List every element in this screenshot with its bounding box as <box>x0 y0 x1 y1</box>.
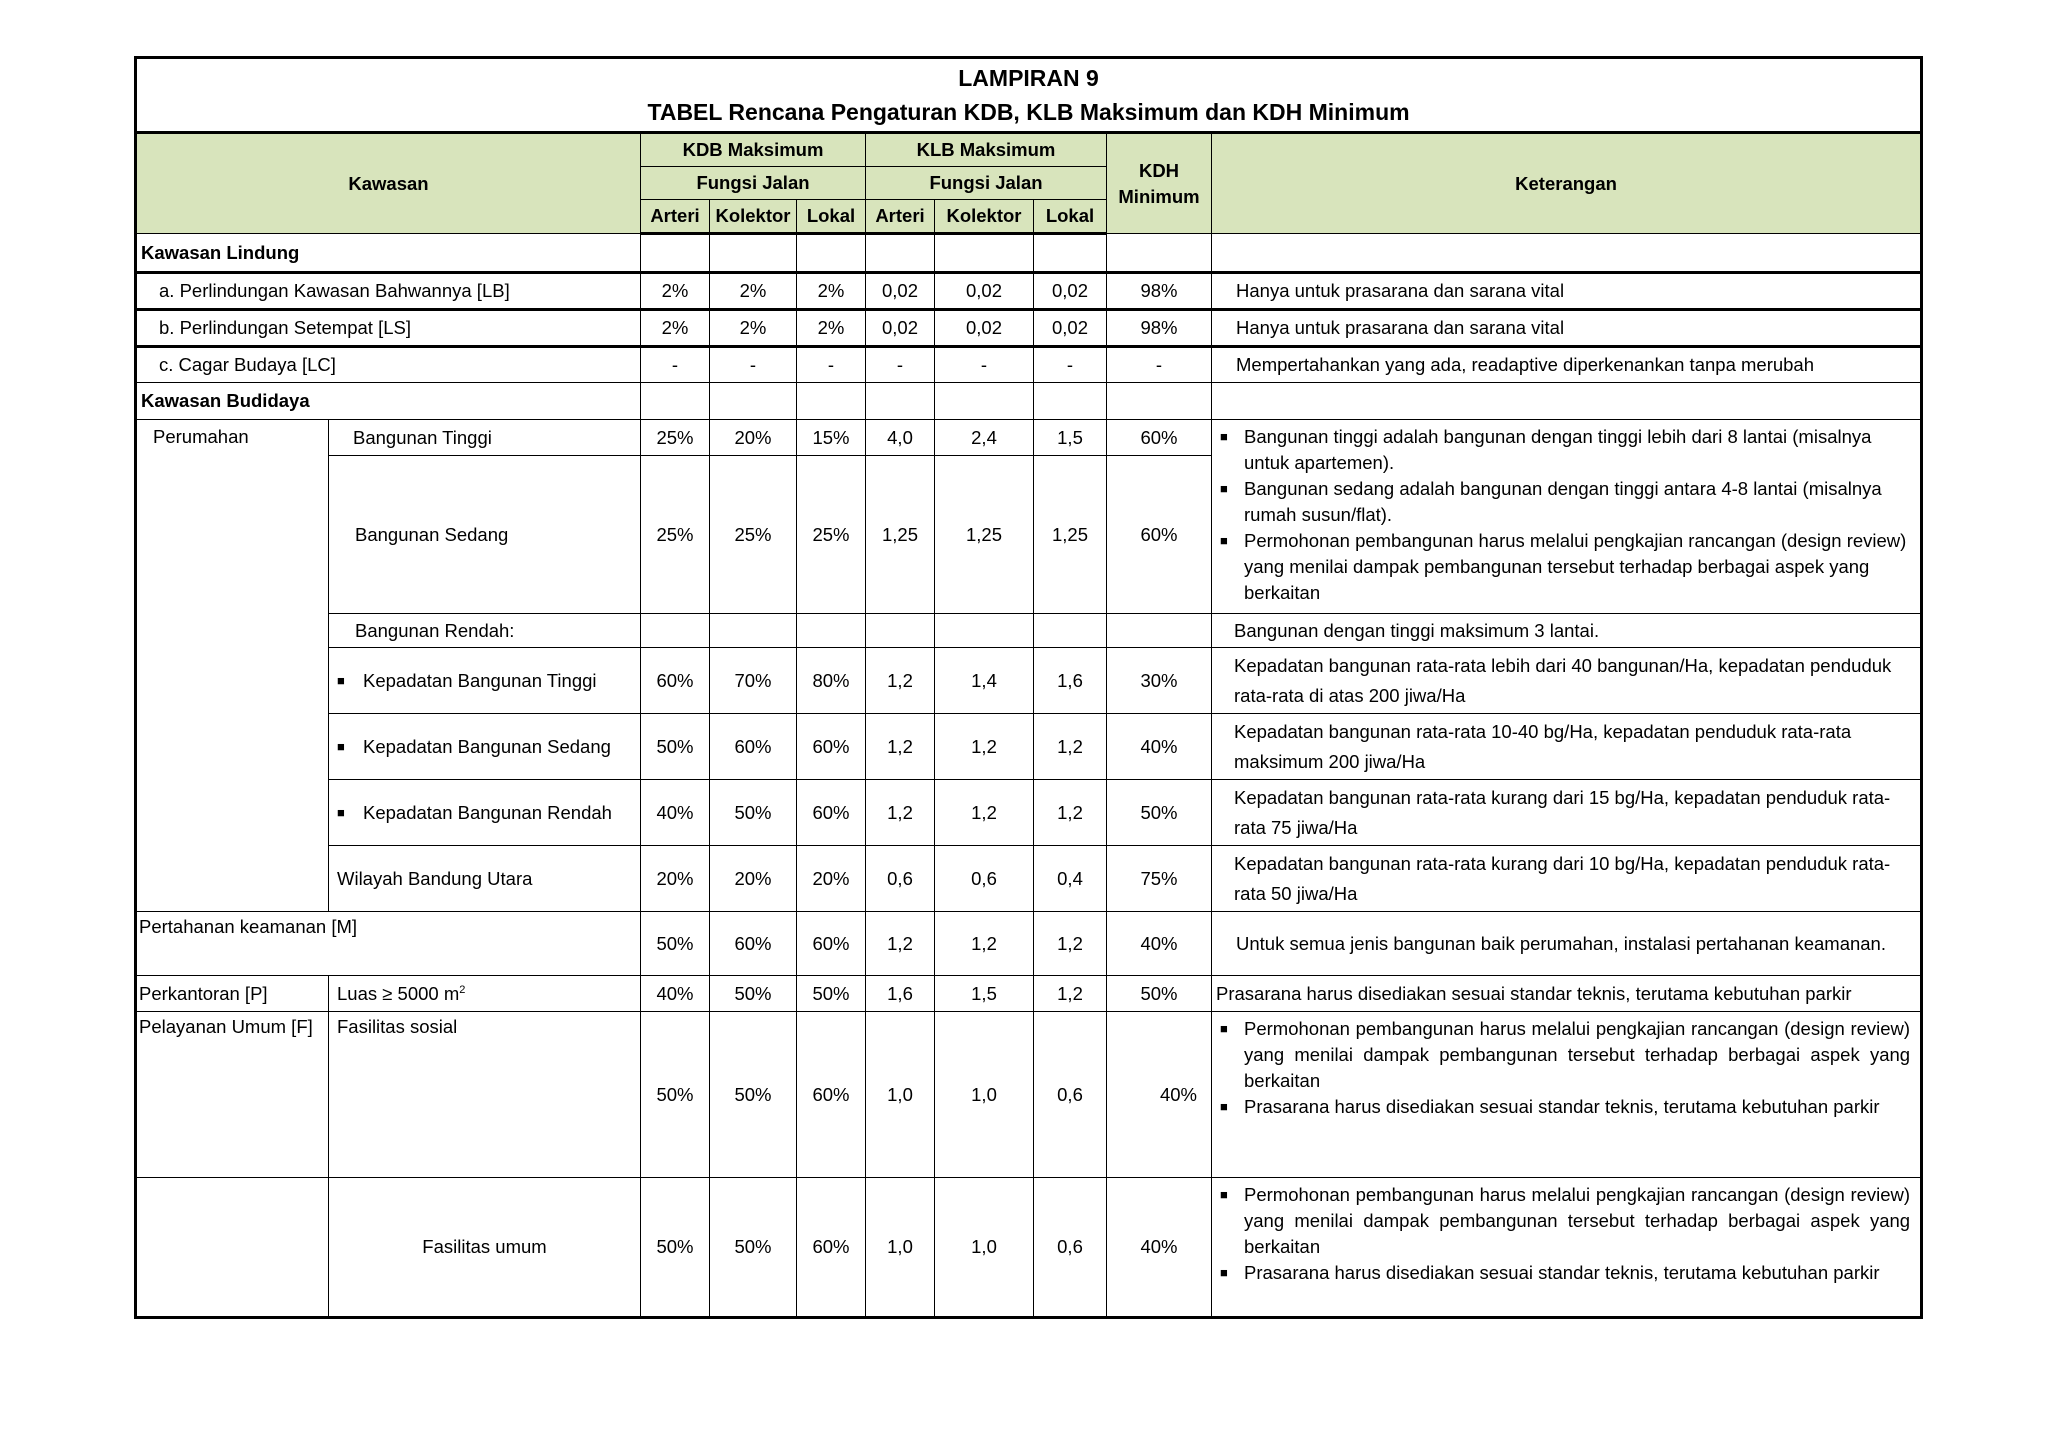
cell: 1,4 <box>935 648 1034 714</box>
cell: 40% <box>1107 714 1212 780</box>
cell: 0,6 <box>1034 1178 1107 1318</box>
cell: 50% <box>710 1178 797 1318</box>
cell: 40% <box>1107 1178 1212 1318</box>
section-row-budidaya <box>136 383 1922 420</box>
list-item: ■ Permohonan pembangunan harus melalui pengkajian rancangan (design review) yang menilai dampak pembangunan tersebut terhadap berbagai aspek yang berkaitan <box>1220 530 1907 603</box>
header-kdb-kolektor: Kolektor <box>710 200 797 234</box>
row-name: Bangunan Rendah: <box>329 614 641 648</box>
cell: - <box>1034 347 1107 383</box>
cell: 2% <box>710 310 797 347</box>
cell: - <box>710 347 797 383</box>
row-name: Bangunan Tinggi <box>329 420 641 456</box>
cell: 1,25 <box>935 456 1034 614</box>
cell: 60% <box>797 714 866 780</box>
list-item: ■ Bangunan sedang adalah bangunan dengan tinggi antara 4-8 lantai (misalnya rumah susun/flat). <box>1220 478 1882 525</box>
cell: 1,2 <box>935 714 1034 780</box>
row-keterangan: Hanya untuk prasarana dan sarana vital <box>1212 273 1922 310</box>
cell: 1,2 <box>1034 714 1107 780</box>
cell: 1,2 <box>1034 912 1107 976</box>
row-keterangan: Kepadatan bangunan rata-rata kurang dari 10 bg/Ha, kepadatan penduduk rata-rata 50 jiwa/Ha <box>1212 846 1922 912</box>
section-label: Kawasan Budidaya <box>136 383 641 420</box>
cell: 1,2 <box>866 780 935 846</box>
row-name: Pelayanan Umum [F] <box>136 1012 329 1178</box>
list-item: ■ Permohonan pembangunan harus melalui pengkajian rancangan (design review) yang menilai dampak pembangunan tersebut terhadap berbagai aspek yang berkaitan <box>1220 1184 1911 1257</box>
cell: 1,25 <box>1034 456 1107 614</box>
title-row <box>136 58 1922 133</box>
bullet-icon: ■ <box>1220 1187 1228 1202</box>
table-row <box>136 614 1922 648</box>
cell: 80% <box>797 648 866 714</box>
cell: 30% <box>1107 648 1212 714</box>
header-klb-arteri: Arteri <box>866 200 935 234</box>
cell: - <box>641 347 710 383</box>
cell: 0,6 <box>1034 1012 1107 1178</box>
header-klb-kolektor: Kolektor <box>935 200 1034 234</box>
table-row <box>136 912 1922 976</box>
cell: 0,4 <box>1034 846 1107 912</box>
header-klb-lokal: Lokal <box>1034 200 1107 234</box>
cell: 50% <box>710 1012 797 1178</box>
header-kdh: KDH Minimum <box>1107 133 1212 234</box>
table-row <box>136 420 1922 456</box>
cell: 50% <box>641 1012 710 1178</box>
cell: 20% <box>710 846 797 912</box>
perumahan-keterangan <box>1212 420 1922 614</box>
row-keterangan: Kepadatan bangunan rata-rata lebih dari 40 bangunan/Ha, kepadatan penduduk rata-rata di atas 200 jiwa/Ha <box>1212 648 1922 714</box>
cell: 0,02 <box>866 310 935 347</box>
section-row-lindung <box>136 234 1922 273</box>
cell: 50% <box>641 912 710 976</box>
row-name: Bangunan Sedang <box>329 456 641 614</box>
cell: 25% <box>641 456 710 614</box>
cell: 60% <box>797 1178 866 1318</box>
cell: 0,02 <box>1034 273 1107 310</box>
cell: 60% <box>1107 420 1212 456</box>
cell: 0,02 <box>935 273 1034 310</box>
bullet-icon: ■ <box>1220 1265 1228 1280</box>
cell: 20% <box>710 420 797 456</box>
bullet-icon: ■ <box>1220 429 1228 444</box>
row-keterangan: Kepadatan bangunan rata-rata kurang dari 15 bg/Ha, kepadatan penduduk rata-rata 75 jiwa/Ha <box>1212 780 1922 846</box>
table-title <box>136 58 1922 133</box>
cell: 98% <box>1107 310 1212 347</box>
bullet-icon: ■ <box>1220 1021 1228 1036</box>
row-keterangan: Bangunan dengan tinggi maksimum 3 lantai. <box>1212 614 1922 648</box>
row-name: c. Cagar Budaya [LC] <box>136 347 641 383</box>
row-name: Wilayah Bandung Utara <box>329 846 641 912</box>
cell: 0,02 <box>866 273 935 310</box>
cell: 25% <box>710 456 797 614</box>
list-item: ■ Bangunan tinggi adalah bangunan dengan tinggi lebih dari 8 lantai (misalnya untuk apartemen). <box>1220 426 1872 473</box>
cell: 60% <box>1107 456 1212 614</box>
header-klb-fungsi-jalan: Fungsi Jalan <box>866 167 1107 200</box>
table-row <box>136 1012 1922 1178</box>
section-label: Kawasan Lindung <box>136 234 641 273</box>
bullet-icon: ■ <box>337 738 345 754</box>
cell: 40% <box>1107 912 1212 976</box>
cell: 98% <box>1107 273 1212 310</box>
cell: - <box>1107 347 1212 383</box>
cell: 20% <box>641 846 710 912</box>
header-keterangan: Keterangan <box>1212 133 1922 234</box>
row-keterangan: Mempertahankan yang ada, readaptive diperkenankan tanpa merubah <box>1212 347 1922 383</box>
table-row <box>136 846 1922 912</box>
cell: 2% <box>641 273 710 310</box>
row-keterangan: Hanya untuk prasarana dan sarana vital <box>1212 310 1922 347</box>
bullet-icon: ■ <box>337 804 345 820</box>
cell: 50% <box>641 1178 710 1318</box>
cell: 50% <box>641 714 710 780</box>
header-kdb-lokal: Lokal <box>797 200 866 234</box>
row-name: ■ Kepadatan Bangunan Tinggi <box>329 648 641 714</box>
cell: 2% <box>797 310 866 347</box>
cell: 0,6 <box>935 846 1034 912</box>
bullet-icon: ■ <box>1220 1099 1228 1114</box>
table-row <box>136 780 1922 846</box>
row-name: b. Perlindungan Setempat [LS] <box>136 310 641 347</box>
cell: 50% <box>1107 780 1212 846</box>
cell: 2% <box>641 310 710 347</box>
cell: 40% <box>641 780 710 846</box>
cell: 1,2 <box>935 912 1034 976</box>
perumahan-label: Perumahan <box>136 420 329 912</box>
cell: 60% <box>797 1012 866 1178</box>
table-row <box>136 1178 1922 1318</box>
row-name: Pertahanan keamanan [M] <box>136 912 641 976</box>
cell: 60% <box>797 912 866 976</box>
cell: 2% <box>710 273 797 310</box>
cell: 70% <box>710 648 797 714</box>
row-keterangan <box>1212 1178 1922 1318</box>
cell: 40% <box>1107 1012 1212 1178</box>
kdb-klb-table <box>134 56 1923 1319</box>
cell: 1,0 <box>866 1012 935 1178</box>
cell: 1,5 <box>935 976 1034 1012</box>
cell: 20% <box>797 846 866 912</box>
row-subname: Luas ≥ 5000 $m^2$ <box>329 976 641 1012</box>
table-row <box>136 976 1922 1012</box>
cell: 50% <box>797 976 866 1012</box>
cell: 0,6 <box>866 846 935 912</box>
empty-cell <box>136 1178 329 1318</box>
row-keterangan: Kepadatan bangunan rata-rata 10-40 bg/Ha, kepadatan penduduk rata-rata maksimum 200 jiwa/Ha <box>1212 714 1922 780</box>
cell: 15% <box>797 420 866 456</box>
cell: 1,0 <box>935 1012 1034 1178</box>
cell: 4,0 <box>866 420 935 456</box>
greater-equal-icon: ≥ <box>382 982 393 1004</box>
cell: 60% <box>710 912 797 976</box>
cell: - <box>797 347 866 383</box>
title-line-2: TABEL Rencana Pengaturan KDB, KLB Maksimum dan KDH Minimum <box>647 99 1410 125</box>
cell: 1,2 <box>866 714 935 780</box>
list-item: ■ Prasarana harus disediakan sesuai standar teknis, terutama kebutuhan parkir <box>1220 1094 1910 1120</box>
row-keterangan: Untuk semua jenis bangunan baik perumahan, instalasi pertahanan keamanan. <box>1212 912 1922 976</box>
cell: 1,6 <box>1034 648 1107 714</box>
cell: 25% <box>641 420 710 456</box>
header-kawasan: Kawasan <box>136 133 641 234</box>
cell: 1,25 <box>866 456 935 614</box>
bullet-icon: ■ <box>1220 533 1228 548</box>
cell: - <box>866 347 935 383</box>
cell: 0,02 <box>935 310 1034 347</box>
cell: 1,6 <box>866 976 935 1012</box>
cell: 40% <box>641 976 710 1012</box>
cell: 50% <box>1107 976 1212 1012</box>
cell: 25% <box>797 456 866 614</box>
bullet-icon: ■ <box>337 672 345 688</box>
header-kdb-arteri: Arteri <box>641 200 710 234</box>
table-row <box>136 714 1922 780</box>
header-klb: KLB Maksimum <box>866 133 1107 167</box>
row-keterangan: Prasarana harus disediakan sesuai standar teknis, terutama kebutuhan parkir <box>1212 976 1922 1012</box>
cell: 50% <box>710 976 797 1012</box>
header-kdb-fungsi-jalan: Fungsi Jalan <box>641 167 866 200</box>
list-item: ■ Permohonan pembangunan harus melalui pengkajian rancangan (design review) yang menilai dampak pembangunan tersebut terhadap berbagai aspek yang berkaitan <box>1220 1018 1911 1091</box>
header-row-1 <box>136 133 1922 167</box>
title-line-1: LAMPIRAN 9 <box>958 65 1099 91</box>
cell: 2% <box>797 273 866 310</box>
cell: 1,5 <box>1034 420 1107 456</box>
cell: 1,0 <box>866 1178 935 1318</box>
row-subname: Fasilitas umum <box>329 1178 641 1318</box>
cell: 0,02 <box>1034 310 1107 347</box>
row-name: Perkantoran [P] <box>136 976 329 1012</box>
row-keterangan <box>1212 1012 1922 1178</box>
row-name: ■ Kepadatan Bangunan Sedang <box>329 714 641 780</box>
cell: 60% <box>797 780 866 846</box>
cell: 2,4 <box>935 420 1034 456</box>
cell: 1,2 <box>866 912 935 976</box>
table-row <box>136 648 1922 714</box>
cell: 1,2 <box>1034 780 1107 846</box>
cell: 1,2 <box>935 780 1034 846</box>
table-row <box>136 273 1922 310</box>
list-item: ■ Prasarana harus disediakan sesuai standar teknis, terutama kebutuhan parkir <box>1220 1260 1910 1286</box>
row-name: a. Perlindungan Kawasan Bahwannya [LB] <box>136 273 641 310</box>
table-row <box>136 310 1922 347</box>
cell: 50% <box>710 780 797 846</box>
table-row <box>136 347 1922 383</box>
bullet-icon: ■ <box>1220 481 1228 496</box>
header-kdb: KDB Maksimum <box>641 133 866 167</box>
cell: - <box>935 347 1034 383</box>
cell: 60% <box>710 714 797 780</box>
cell: 1,0 <box>935 1178 1034 1318</box>
row-subname: Fasilitas sosial <box>329 1012 641 1178</box>
cell: 75% <box>1107 846 1212 912</box>
row-name: ■ Kepadatan Bangunan Rendah <box>329 780 641 846</box>
cell: 1,2 <box>1034 976 1107 1012</box>
cell: 60% <box>641 648 710 714</box>
cell: 1,2 <box>866 648 935 714</box>
